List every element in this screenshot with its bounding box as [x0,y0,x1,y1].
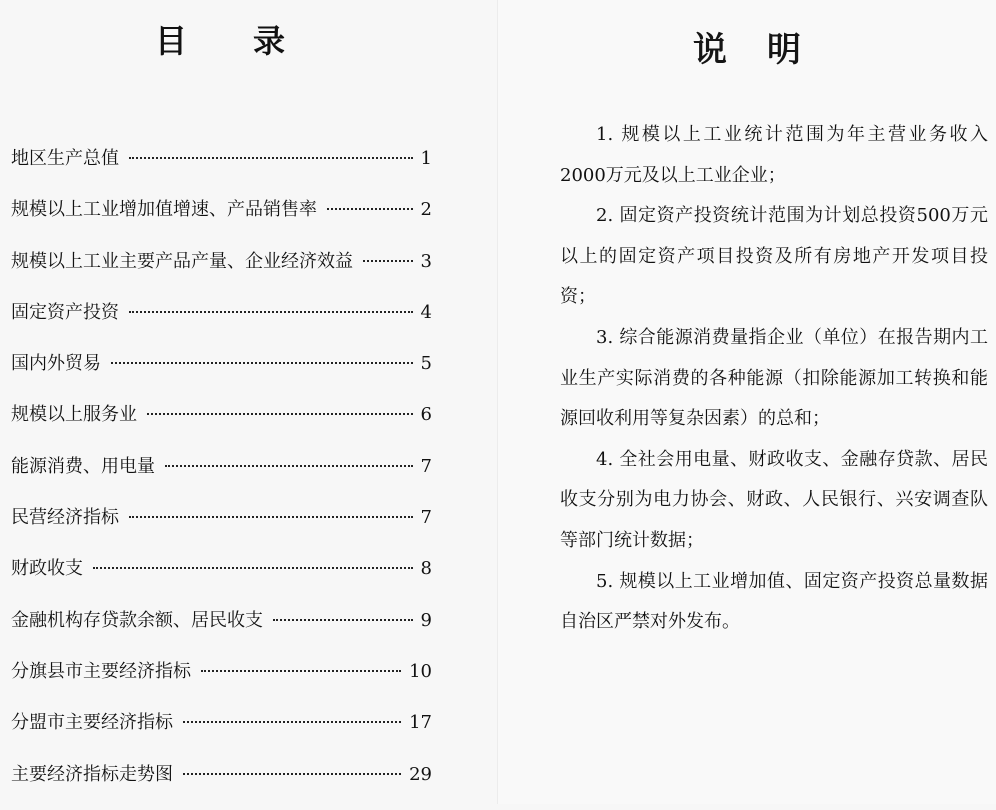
dot-leader [327,208,413,210]
toc-item-label: 规模以上工业增加值增速、产品销售率 [11,199,317,221]
toc-item[interactable] [11,194,432,245]
notes-title: 说明 [693,30,841,70]
dot-leader [129,311,413,313]
toc-item-label: 民营经济指标 [11,507,119,529]
toc-item-label: 固定资产投资 [11,301,119,323]
toc-item[interactable] [11,348,432,399]
notes-body [560,115,988,643]
toc-list [11,143,432,810]
toc-item-label: 能源消费、用电量 [11,455,155,477]
dot-leader [165,465,413,467]
toc-item-label: 分盟市主要经济指标 [11,712,173,734]
toc-item-label: 财政收支 [11,558,83,580]
dot-leader [129,157,413,159]
dot-leader [273,619,413,621]
toc-item-page: 3 [420,250,432,272]
notes-page [498,0,996,804]
dot-leader [183,773,401,775]
toc-item[interactable] [11,297,432,348]
toc-item-page: 8 [420,558,432,580]
toc-item-page: 7 [420,455,432,477]
dot-leader [93,567,413,569]
toc-item-label: 主要经济指标走势图 [11,763,173,785]
toc-item-page: 5 [420,353,432,375]
toc-item-label: 地区生产总值 [11,148,119,169]
toc-item[interactable] [11,707,432,758]
toc-item-label: 金融机构存贷款余额、居民收支 [11,609,263,631]
toc-item-page: 17 [409,712,432,734]
toc-item-page: 9 [420,609,432,631]
toc-title: 目录 [154,22,351,60]
toc-item-page: 10 [409,660,432,682]
dot-leader [111,362,413,364]
toc-item-label: 规模以上服务业 [11,404,137,426]
note-paragraph: 5. 规模以上工业增加值、固定资产投资总量数据自治区严禁对外发布。 [560,570,988,633]
dot-leader [183,721,401,723]
toc-item[interactable] [11,143,432,194]
toc-item[interactable] [11,656,432,707]
note-paragraph: 4. 全社会用电量、财政收支、金融存贷款、居民收支分别为电力协会、财政、人民银行、兴安调查队等部门统计数据； [560,448,988,551]
toc-item-label: 规模以上工业主要产品产量、企业经济效益 [11,250,353,272]
note-paragraph: 1. 规模以上工业统计范围为年主营业务收入2000万元及以上工业企业； [560,124,988,186]
note-paragraph: 2. 固定资产投资统计范围为计划总投资500万元以上的固定资产项目投资及所有房地产开发项目投资； [560,205,988,308]
toc-page [0,0,498,804]
toc-item[interactable] [11,502,432,553]
toc-item-page: 29 [409,763,432,785]
toc-item[interactable] [11,759,432,810]
note-paragraph: 3. 综合能源消费量指企业（单位）在报告期内工业生产实际消费的各种能源（扣除能源加工转换和能源回收利用等复杂因素）的总和； [560,326,988,430]
toc-item-page: 4 [420,301,432,323]
toc-item-page: 7 [420,507,432,529]
dot-leader [147,413,413,415]
dot-leader [129,516,413,518]
toc-item-page: 2 [420,199,432,221]
toc-item-label: 国内外贸易 [11,353,101,375]
toc-item-label: 分旗县市主要经济指标 [11,660,191,682]
dot-leader [201,670,401,672]
toc-item[interactable] [11,399,432,450]
toc-item[interactable] [11,605,432,656]
toc-item-page: 1 [420,148,432,169]
toc-item[interactable] [11,451,432,502]
toc-item[interactable] [11,553,432,604]
toc-item-page: 6 [420,404,432,426]
toc-item[interactable] [11,246,432,297]
dot-leader [363,260,413,262]
